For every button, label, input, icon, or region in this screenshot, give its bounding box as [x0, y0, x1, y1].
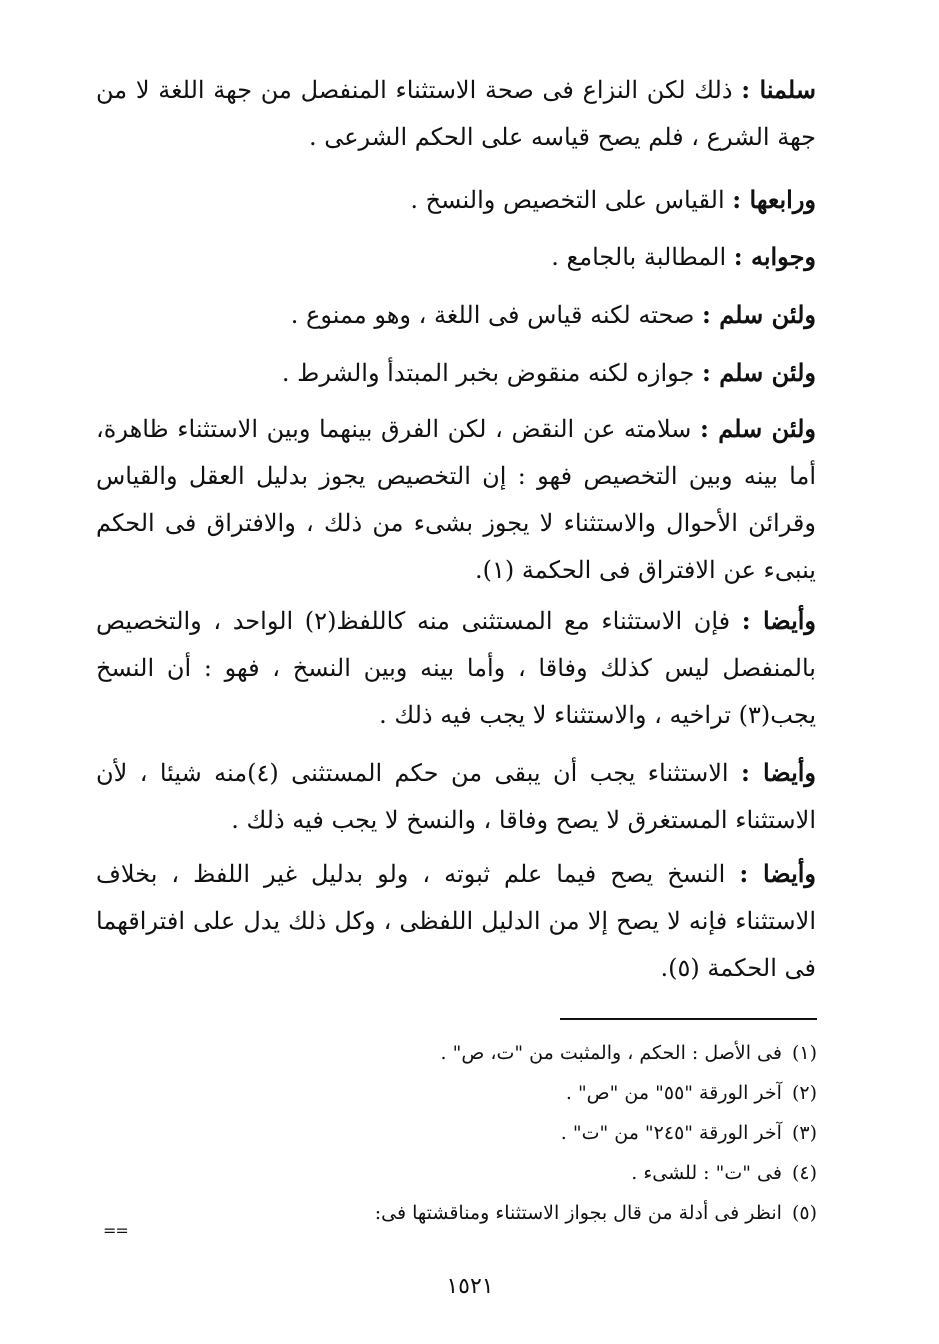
footnote-number: (١) — [791, 1042, 817, 1064]
paragraph-lead: ولئن سلم : — [700, 414, 816, 443]
page-number: ١٥٢١ — [446, 1274, 494, 1299]
paragraph-text: فإن الاستثناء مع المستثنى منه كاللفظ(٢) الواحد ، والتخصيص بالمنفصل ليس كذلك وفاقا ، وأما بينه وبين النسخ ، فهو : أن النسخ يجب(٣) تراخيه ، والاستثناء لا يجب فيه ذلك . — [96, 607, 816, 729]
footnote-number: (٥) — [791, 1202, 817, 1224]
footnote-number: (٤) — [791, 1162, 817, 1184]
footnote-3 — [300, 1120, 817, 1146]
paragraph-6 — [96, 405, 816, 594]
footnote-1 — [300, 1040, 817, 1066]
paragraph-4 — [96, 291, 816, 339]
footnote-number: (٣) — [791, 1122, 817, 1144]
footnote-text: انظر فى أدلة من قال بجواز الاستثناء ومناقشتها فى: — [374, 1202, 782, 1224]
footnote-text: آخر الورقة "٢٤٥" من "ت" . — [560, 1122, 782, 1144]
paragraph-text: سلامته عن النقض ، لكن الفرق بينهما وبين الاستثناء ظاهرة، أما بينه وبين التخصيص فهو : إن التخصيص يجوز بدليل العقل والقياس وقرائن الأحوال والاستثناء لا يجوز بشىء من ذلك ، والافتراق فى الحكم ينبىء عن الافتراق فى الحكمة (١). — [96, 415, 816, 584]
footnote-text: فى "ت" : للشىء . — [631, 1162, 782, 1184]
continuation-mark: == — [103, 1221, 128, 1240]
footnote-number: (٢) — [791, 1082, 817, 1104]
paragraph-lead: وأيضا : — [741, 606, 817, 635]
paragraph-text: جوازه لكنه منقوض بخبر المبتدأ والشرط . — [281, 359, 702, 387]
paragraph-text: صحته لكنه قياس فى اللغة ، وهو ممنوع . — [290, 301, 702, 329]
footnote-2 — [300, 1080, 817, 1106]
paragraph-lead: وجوابه : — [733, 242, 816, 271]
paragraph-text: الاستثناء يجب أن يبقى من حكم المستثنى (٤)منه شيئا ، لأن الاستثناء المستغرق لا يصح وفاقا ، والنسخ لا يجب فيه ذلك . — [96, 759, 816, 834]
paragraph-9 — [96, 850, 816, 992]
paragraph-text: النسخ يصح فيما علم ثبوته ، ولو بدليل غير اللفظ ، بخلاف الاستثناء فإنه لا يصح إلا من الدليل اللفظى ، وكل ذلك يدل على افتراقهما فى الحكمة (٥). — [96, 860, 816, 982]
paragraph-lead: ولئن سلم : — [701, 300, 816, 329]
paragraph-text: القياس على التخصيص والنسخ . — [410, 186, 733, 214]
paragraph-8 — [96, 749, 816, 844]
paragraph-2 — [96, 176, 816, 224]
paragraph-lead: وأيضا : — [740, 758, 817, 787]
paragraph-1 — [96, 66, 816, 161]
footnote-4 — [300, 1160, 817, 1186]
paragraph-lead: وأيضا : — [739, 859, 817, 888]
paragraph-text: ذلك لكن النزاع فى صحة الاستثناء المنفصل من جهة اللغة لا من جهة الشرع ، فلم يصح قياسه على الحكم الشرعى . — [96, 76, 816, 151]
paragraph-lead: ولئن سلم : — [701, 358, 816, 387]
footnote-5 — [300, 1200, 817, 1226]
footnote-text: فى الأصل : الحكم ، والمثبت من "ت، ص" . — [440, 1042, 782, 1064]
paragraph-text: المطالبة بالجامع . — [551, 243, 734, 271]
paragraph-lead: ورابعها : — [732, 185, 816, 214]
paragraph-lead: سلمنا : — [741, 75, 816, 104]
paragraph-5 — [96, 349, 816, 397]
footnote-text: آخر الورقة "٥٥" من "ص" . — [565, 1082, 782, 1104]
paragraph-3 — [96, 233, 816, 281]
paragraph-7 — [96, 597, 816, 739]
footnote-separator — [560, 1018, 817, 1020]
